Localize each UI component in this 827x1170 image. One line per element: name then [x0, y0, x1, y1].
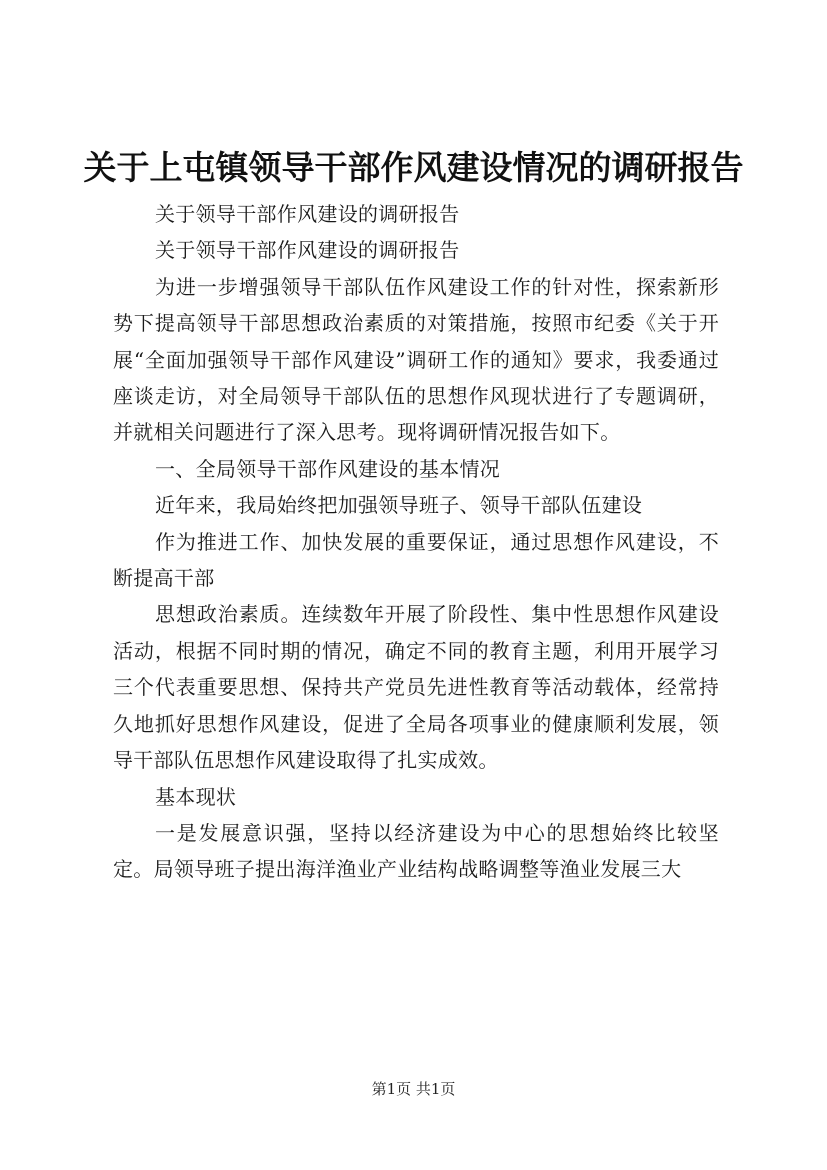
paragraph-development-awareness: 一是发展意识强，坚持以经济建设为中心的思想始终比较坚定。局领导班子提出海洋渔业产业结构战略调整等渔业发展三大: [113, 820, 719, 882]
section-heading-1: 一、全局领导干部作风建设的基本情况: [155, 456, 501, 481]
document-title: 关于上屯镇领导干部作风建设情况的调研报告: [83, 148, 744, 187]
paragraph-intro: 为进一步增强领导干部队伍作风建设工作的针对性，探索新形势下提高领导干部思想政治素质的对策措施，按照市纪委《关于开展“全面加强领导干部作风建设”调研工作的通知》要求，我委通过座谈走访，对全局领导干部队伍的思想作风现状进行了专题调研，并就相关问题进行了深入思考。现将调研情况报告如下。: [113, 274, 719, 445]
paragraph-guarantee: 作为推进工作、加快发展的重要保证，通过思想作风建设，不断提高干部: [113, 529, 719, 591]
paragraph-recent-years: 近年来，我局始终把加强领导班子、领导干部队伍建设: [155, 493, 643, 518]
section-heading-basic-status: 基本现状: [155, 784, 237, 809]
paragraph-subtitle-1: 关于领导干部作风建设的调研报告: [155, 202, 460, 226]
document-body: [113, 196, 719, 888]
paragraph-political-quality: 思想政治素质。连续数年开展了阶段性、集中性思想作风建设活动，根据不同时期的情况，确定不同的教育主题，利用开展学习三个代表重要思想、保持共产党员先进性教育等活动载体，经常持久地抓好思想作风建设，促进了全局各项事业的健康顺利发展，领导干部队伍思想作风建设取得了扎实成效。: [113, 602, 719, 773]
page-number-footer: 第1页 共1页: [371, 1080, 456, 1098]
paragraph-subtitle-2: 关于领导干部作风建设的调研报告: [155, 238, 460, 263]
